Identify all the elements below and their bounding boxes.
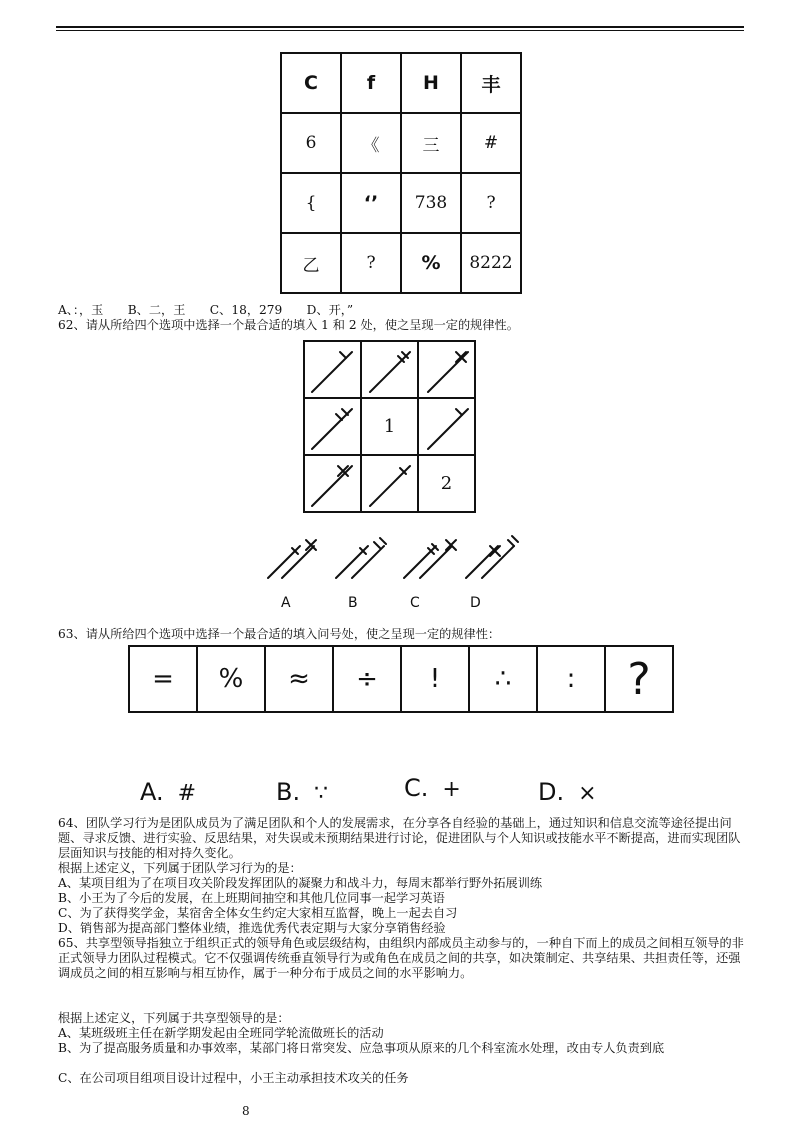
- q64-option-d: D、销售部为提高部门整体业绩，推选优秀代表定期与大家分享销售经验: [58, 921, 446, 935]
- q61-cell: #: [461, 113, 521, 173]
- q61-cell: {: [281, 173, 341, 233]
- q63-answer-symbol: +: [442, 777, 461, 802]
- q61-cell: ‘’: [341, 173, 401, 233]
- q63-answer-label: D.: [538, 778, 565, 806]
- q63-answer-a: [140, 778, 196, 806]
- q61-cell: 三: [401, 113, 461, 173]
- q62-blank-1: 1: [361, 398, 418, 455]
- q63-symbol: ∴: [470, 647, 538, 711]
- q61-cell: 丰: [461, 53, 521, 113]
- q63-answer-symbol: #: [177, 781, 197, 806]
- q63-symbol: =: [130, 647, 198, 711]
- q63-answer-b: [276, 778, 328, 806]
- q62-option-c-figure: [404, 540, 456, 578]
- q61-cell: ?: [461, 173, 521, 233]
- q62-option-a-label: A: [281, 595, 291, 611]
- q61-cell: ?: [341, 233, 401, 293]
- q64-option-b: B、小王为了今后的发展，在上班期间抽空和其他几位同事一起学习英语: [58, 891, 445, 905]
- q62-figure-1-2: [370, 352, 410, 392]
- q63-symbol: ÷: [334, 647, 402, 711]
- q61-cell: H: [401, 53, 461, 113]
- q62-option-a-figure: [268, 540, 316, 578]
- q62-option-b-label: B: [348, 595, 358, 611]
- q63-symbol: :: [538, 647, 606, 711]
- q65-option-a: A、某班级班主任在新学期发起由全班同学轮流做班长的活动: [58, 1026, 384, 1040]
- q62-blank-2: 2: [418, 455, 475, 512]
- q61-cell: 乙: [281, 233, 341, 293]
- q62-option-d-figure: [466, 536, 518, 578]
- q62-option-b-figure: [336, 538, 386, 578]
- q63-symbol-strip: [128, 645, 674, 713]
- q63-symbol: ≈: [266, 647, 334, 711]
- q61-cell: f: [341, 53, 401, 113]
- q64-stem: 64、团队学习行为是团队成员为了满足团队和个人的发展需求，在分享各自经验的基础上，通过知识和信息交流等途径提出问题、寻求反馈、进行实验、反思结果，对失误或未预期结果进行讨论，促进团队与个人知识或技能水平不断提高，进而实现团队层面知识与技能的相对持久变化。: [58, 816, 741, 860]
- q62-figure-3-2: [370, 466, 410, 506]
- q63-answer-symbol: ∵: [314, 781, 329, 806]
- q62-option-d-label: D: [470, 595, 481, 611]
- q64-option-c: C、为了获得奖学金，某宿舍全体女生约定大家相互监督，晚上一起去自习: [58, 906, 458, 920]
- q65-prompt: 根据上述定义，下列属于共享型领导的是：: [58, 1011, 290, 1025]
- q62-figure-1-1: [312, 352, 352, 392]
- q65-option-b: B、为了提高服务质量和办事效率，某部门将日常突发、应急事项从原来的几个科室流水处理，改由专人负责到底: [58, 1041, 665, 1055]
- q65-stem: 65、共享型领导指独立于组织正式的领导角色或层级结构，由组织内部成员主动参与的，一种自下而上的成员之间相互领导的非正式领导力团队过程模式。它不仅强调传统垂直领导行为或角色在成员之间的共享，如决策制定、共享结果、共担责任等，还强调成员之间的相互影响与相互协作，属于一种分布于成员之间的水平影响力。: [58, 936, 744, 980]
- q63-symbol: !: [402, 647, 470, 711]
- q63-symbol: %: [198, 647, 266, 711]
- q63-question-mark: ?: [627, 653, 651, 705]
- q63-answer-label: C.: [404, 774, 429, 802]
- q62-option-c-label: C: [410, 595, 420, 611]
- q61-cell: C: [281, 53, 341, 113]
- q62-figure-2-1: [312, 409, 352, 449]
- q64-prompt: 根据上述定义，下列属于团队学习行为的是：: [58, 861, 302, 875]
- q63-answer-symbol: ×: [578, 781, 597, 806]
- q63-answer-d: [538, 778, 597, 806]
- q61-cell: 6: [281, 113, 341, 173]
- q61-cell: 8222: [461, 233, 521, 293]
- q64-option-a: A、某项目组为了在项目攻关阶段发挥团队的凝聚力和战斗力，每周末都举行野外拓展训练: [58, 876, 543, 890]
- q63-answer-c: [404, 774, 461, 802]
- q65-option-c: C、在公司项目组项目设计过程中，小王主动承担技术攻关的任务: [58, 1071, 409, 1085]
- q61-options: A、：，玉 B、二，王 C、18，279 D、开，”: [58, 303, 354, 317]
- q61-cell: 738: [401, 173, 461, 233]
- q61-cell: %: [401, 233, 461, 293]
- page-number: 8: [242, 1104, 250, 1118]
- q62-figure-2-3: [428, 409, 468, 449]
- q62-figure-3-1: [312, 466, 352, 506]
- q63-question: 63、请从所给四个选项中选择一个最合适的填入问号处，使之呈现一定的规律性：: [58, 627, 501, 641]
- q63-answer-label: A.: [140, 778, 164, 806]
- q63-answer-label: B.: [276, 778, 301, 806]
- q62-question: 62、请从所给四个选项中选择一个最合适的填入 1 和 2 处，使之呈现一定的规律性。: [58, 318, 519, 332]
- q61-cell: 《: [341, 113, 401, 173]
- q62-figure-1-3: [428, 352, 468, 392]
